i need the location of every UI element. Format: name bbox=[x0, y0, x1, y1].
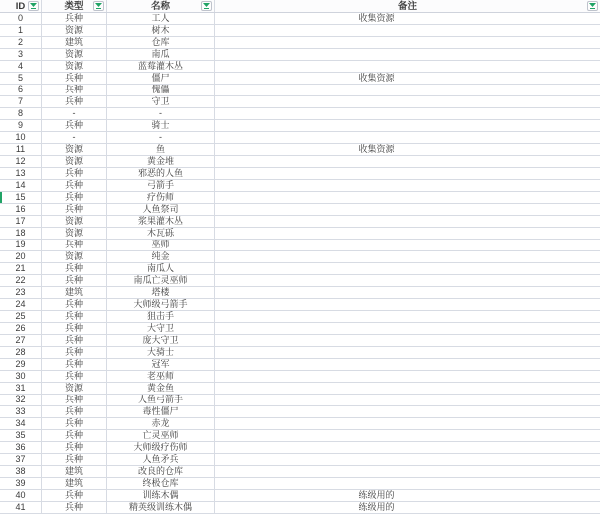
table-row bbox=[0, 25, 600, 37]
cell-remark[interactable] bbox=[215, 168, 600, 179]
table-row bbox=[0, 299, 600, 311]
filter-button-id[interactable] bbox=[28, 1, 39, 11]
cell-remark[interactable] bbox=[215, 85, 600, 96]
cell-id[interactable]: 33 bbox=[0, 406, 42, 417]
cell-remark[interactable] bbox=[215, 61, 600, 72]
cell-name[interactable]: 守卫 bbox=[107, 96, 215, 107]
cell-remark[interactable] bbox=[215, 430, 600, 441]
cell-id[interactable]: 2 bbox=[0, 37, 42, 48]
row-selection-mark bbox=[0, 192, 2, 203]
cell-remark[interactable] bbox=[215, 228, 600, 239]
table-row bbox=[0, 466, 600, 478]
cell-name[interactable]: 鱼 bbox=[107, 144, 215, 155]
cell-type[interactable]: 兵种 bbox=[42, 73, 107, 84]
cell-type[interactable]: 资源 bbox=[42, 144, 107, 155]
cell-id[interactable]: 35 bbox=[0, 430, 42, 441]
cell-name[interactable]: 人鱼弓箭手 bbox=[107, 395, 215, 406]
table-row bbox=[0, 192, 600, 204]
cell-name[interactable]: - bbox=[107, 132, 215, 143]
cell-remark[interactable] bbox=[215, 132, 600, 143]
cell-type[interactable]: 资源 bbox=[42, 251, 107, 262]
table-row bbox=[0, 13, 600, 25]
cell-type[interactable]: 兵种 bbox=[42, 454, 107, 465]
cell-id[interactable]: 39 bbox=[0, 478, 42, 489]
table-row bbox=[0, 418, 600, 430]
cell-name[interactable]: 老巫师 bbox=[107, 371, 215, 382]
column-header-type bbox=[42, 0, 107, 12]
cell-id[interactable]: 12 bbox=[0, 156, 42, 167]
cell-id[interactable]: 31 bbox=[0, 383, 42, 394]
cell-id[interactable]: 34 bbox=[0, 418, 42, 429]
cell-id[interactable]: 26 bbox=[0, 323, 42, 334]
cell-remark[interactable] bbox=[215, 323, 600, 334]
cell-name[interactable]: 塔楼 bbox=[107, 287, 215, 298]
table-row bbox=[0, 406, 600, 418]
cell-name[interactable]: 精英级训练木偶 bbox=[107, 502, 215, 513]
table-row bbox=[0, 156, 600, 168]
cell-type[interactable]: - bbox=[42, 132, 107, 143]
cell-remark[interactable] bbox=[215, 383, 600, 394]
table-row bbox=[0, 49, 600, 61]
cell-type[interactable]: 兵种 bbox=[42, 335, 107, 346]
cell-name[interactable]: 亡灵巫师 bbox=[107, 430, 215, 441]
table-row bbox=[0, 323, 600, 335]
cell-type[interactable]: 兵种 bbox=[42, 395, 107, 406]
cell-remark[interactable] bbox=[215, 263, 600, 274]
cell-id[interactable]: 14 bbox=[0, 180, 42, 191]
cell-type[interactable]: 资源 bbox=[42, 25, 107, 36]
cell-name[interactable]: 南瓜人 bbox=[107, 263, 215, 274]
cell-remark[interactable] bbox=[215, 418, 600, 429]
table-row bbox=[0, 228, 600, 240]
cell-name[interactable]: 毒性僵尸 bbox=[107, 406, 215, 417]
cell-remark[interactable] bbox=[215, 251, 600, 262]
table-row bbox=[0, 168, 600, 180]
cell-name[interactable]: 黄金堆 bbox=[107, 156, 215, 167]
cell-name[interactable]: 僵尸 bbox=[107, 73, 215, 84]
cell-remark[interactable] bbox=[215, 335, 600, 346]
cell-remark[interactable] bbox=[215, 454, 600, 465]
cell-remark[interactable] bbox=[215, 120, 600, 131]
cell-name[interactable]: 赤龙 bbox=[107, 418, 215, 429]
cell-id[interactable]: 11 bbox=[0, 144, 42, 155]
cell-id[interactable]: 3 bbox=[0, 49, 42, 60]
cell-type[interactable]: 兵种 bbox=[42, 192, 107, 203]
table-row bbox=[0, 96, 600, 108]
cell-type[interactable]: 建筑 bbox=[42, 37, 107, 48]
cell-type[interactable]: 建筑 bbox=[42, 466, 107, 477]
cell-id[interactable]: 15 bbox=[0, 192, 42, 203]
cell-id[interactable]: 37 bbox=[0, 454, 42, 465]
cell-type[interactable]: 建筑 bbox=[42, 287, 107, 298]
cell-type[interactable]: - bbox=[42, 108, 107, 119]
table-row bbox=[0, 240, 600, 252]
cell-type[interactable]: 资源 bbox=[42, 228, 107, 239]
cell-remark[interactable] bbox=[215, 204, 600, 215]
cell-id[interactable]: 20 bbox=[0, 251, 42, 262]
cell-id[interactable]: 30 bbox=[0, 371, 42, 382]
cell-type[interactable]: 兵种 bbox=[42, 204, 107, 215]
table-row bbox=[0, 478, 600, 490]
table-row bbox=[0, 454, 600, 466]
cell-remark[interactable] bbox=[215, 216, 600, 227]
cell-id[interactable]: 38 bbox=[0, 466, 42, 477]
cell-remark[interactable] bbox=[215, 108, 600, 119]
cell-name[interactable]: 狙击手 bbox=[107, 311, 215, 322]
cell-remark[interactable] bbox=[215, 37, 600, 48]
cell-type[interactable]: 资源 bbox=[42, 156, 107, 167]
cell-type[interactable]: 兵种 bbox=[42, 430, 107, 441]
cell-id[interactable]: 36 bbox=[0, 442, 42, 453]
filter-button-name[interactable] bbox=[201, 1, 212, 11]
cell-id[interactable]: 27 bbox=[0, 335, 42, 346]
filter-dropdown-icon bbox=[203, 3, 210, 9]
cell-id[interactable]: 9 bbox=[0, 120, 42, 131]
cell-name[interactable]: 大师级弓箭手 bbox=[107, 299, 215, 310]
cell-id[interactable]: 29 bbox=[0, 359, 42, 370]
cell-name[interactable]: 终极仓库 bbox=[107, 478, 215, 489]
cell-name[interactable]: 树木 bbox=[107, 25, 215, 36]
cell-remark[interactable] bbox=[215, 395, 600, 406]
table-row bbox=[0, 287, 600, 299]
cell-type[interactable]: 兵种 bbox=[42, 240, 107, 251]
column-header-remark bbox=[215, 0, 600, 12]
cell-remark[interactable] bbox=[215, 156, 600, 167]
column-header-name-label: 名称 bbox=[150, 0, 170, 12]
cell-id[interactable]: 18 bbox=[0, 228, 42, 239]
cell-id[interactable]: 28 bbox=[0, 347, 42, 358]
cell-type[interactable]: 兵种 bbox=[42, 180, 107, 191]
cell-type[interactable]: 兵种 bbox=[42, 263, 107, 274]
cell-name[interactable]: 冠军 bbox=[107, 359, 215, 370]
cell-name[interactable]: 邪恶的人鱼 bbox=[107, 168, 215, 179]
cell-type[interactable]: 资源 bbox=[42, 49, 107, 60]
table-row bbox=[0, 347, 600, 359]
cell-remark[interactable] bbox=[215, 359, 600, 370]
cell-remark[interactable] bbox=[215, 287, 600, 298]
column-header-type-label: 类型 bbox=[64, 0, 84, 12]
cell-type[interactable]: 兵种 bbox=[42, 502, 107, 513]
cell-name[interactable]: 仓库 bbox=[107, 37, 215, 48]
cell-type[interactable]: 兵种 bbox=[42, 85, 107, 96]
cell-name[interactable]: 人鱼祭司 bbox=[107, 204, 215, 215]
cell-name[interactable]: 弓箭手 bbox=[107, 180, 215, 191]
table-row bbox=[0, 335, 600, 347]
cell-name[interactable]: 傀儡 bbox=[107, 85, 215, 96]
cell-id[interactable]: 21 bbox=[0, 263, 42, 274]
cell-id[interactable]: 19 bbox=[0, 240, 42, 251]
table-row bbox=[0, 275, 600, 287]
cell-remark[interactable] bbox=[215, 311, 600, 322]
table-row bbox=[0, 37, 600, 49]
table-row bbox=[0, 108, 600, 120]
cell-type[interactable]: 兵种 bbox=[42, 490, 107, 501]
table-row bbox=[0, 490, 600, 502]
table-row bbox=[0, 430, 600, 442]
cell-type[interactable]: 兵种 bbox=[42, 120, 107, 131]
cell-remark[interactable]: 收集资源 bbox=[358, 144, 395, 155]
cell-type[interactable]: 兵种 bbox=[42, 371, 107, 382]
cell-type[interactable]: 兵种 bbox=[42, 275, 107, 286]
table-row bbox=[0, 359, 600, 371]
column-header-name bbox=[107, 0, 215, 12]
cell-id[interactable]: 8 bbox=[0, 108, 42, 119]
cell-remark[interactable] bbox=[215, 466, 600, 477]
table-row bbox=[0, 85, 600, 97]
cell-id[interactable]: 41 bbox=[0, 502, 42, 513]
cell-id[interactable]: 25 bbox=[0, 311, 42, 322]
filter-dropdown-icon bbox=[95, 3, 102, 9]
cell-type[interactable]: 兵种 bbox=[42, 13, 107, 24]
table-row bbox=[0, 180, 600, 192]
filter-button-remark[interactable] bbox=[587, 1, 598, 11]
cell-remark[interactable] bbox=[215, 49, 600, 60]
table-row bbox=[0, 204, 600, 216]
cell-name[interactable]: 大骑士 bbox=[107, 347, 215, 358]
cell-name[interactable]: 疗伤师 bbox=[107, 192, 215, 203]
table-row bbox=[0, 251, 600, 263]
cell-remark[interactable]: 收集资源 bbox=[358, 13, 395, 23]
filter-dropdown-icon bbox=[30, 3, 37, 9]
cell-name[interactable]: 训练木偶 bbox=[107, 490, 215, 501]
cell-id[interactable]: 0 bbox=[0, 13, 42, 24]
cell-remark[interactable]: 练级用的 bbox=[358, 501, 395, 512]
cell-remark[interactable] bbox=[215, 25, 600, 36]
cell-remark[interactable] bbox=[215, 240, 600, 251]
cell-remark[interactable] bbox=[215, 347, 600, 358]
cell-type[interactable]: 兵种 bbox=[42, 347, 107, 358]
cell-id[interactable]: 4 bbox=[0, 61, 42, 72]
cell-name[interactable]: 工人 bbox=[107, 13, 215, 24]
cell-name[interactable]: 改良的仓库 bbox=[107, 466, 215, 477]
cell-id[interactable]: 5 bbox=[0, 73, 42, 84]
cell-type[interactable]: 兵种 bbox=[42, 323, 107, 334]
table-row bbox=[0, 502, 600, 514]
cell-name[interactable]: 大师级疗伤师 bbox=[107, 442, 215, 453]
cell-name[interactable]: 蓝莓灌木丛 bbox=[107, 61, 215, 72]
cell-name[interactable]: 骑士 bbox=[107, 120, 215, 131]
table-row bbox=[0, 311, 600, 323]
table-header-row bbox=[0, 0, 600, 13]
cell-id[interactable]: 22 bbox=[0, 275, 42, 286]
cell-name[interactable]: - bbox=[107, 108, 215, 119]
cell-id[interactable]: 23 bbox=[0, 287, 42, 298]
table-row bbox=[0, 216, 600, 228]
cell-name[interactable]: 巫师 bbox=[107, 240, 215, 251]
column-header-id-label: ID bbox=[15, 0, 26, 12]
cell-remark[interactable] bbox=[215, 180, 600, 191]
cell-type[interactable]: 兵种 bbox=[42, 168, 107, 179]
cell-name[interactable]: 南瓜 bbox=[107, 49, 215, 60]
cell-id[interactable]: 6 bbox=[0, 85, 42, 96]
cell-id[interactable]: 32 bbox=[0, 395, 42, 406]
cell-id[interactable]: 24 bbox=[0, 299, 42, 310]
cell-id[interactable]: 17 bbox=[0, 216, 42, 227]
column-header-remark-label: 备注 bbox=[397, 0, 417, 12]
table-row bbox=[0, 383, 600, 395]
cell-id[interactable]: 7 bbox=[0, 96, 42, 107]
cell-type[interactable]: 兵种 bbox=[42, 406, 107, 417]
cell-name[interactable]: 南瓜亡灵巫师 bbox=[107, 275, 215, 286]
cell-type[interactable]: 兵种 bbox=[42, 359, 107, 370]
cell-remark[interactable] bbox=[215, 299, 600, 310]
filter-dropdown-icon bbox=[589, 3, 596, 9]
cell-type[interactable]: 兵种 bbox=[42, 299, 107, 310]
table-row bbox=[0, 144, 600, 156]
cell-id[interactable]: 13 bbox=[0, 168, 42, 179]
table-row bbox=[0, 120, 600, 132]
cell-name[interactable]: 纯金 bbox=[107, 251, 215, 262]
cell-remark[interactable] bbox=[215, 192, 600, 203]
cell-remark[interactable] bbox=[215, 478, 600, 489]
cell-name[interactable]: 浆果灌木丛 bbox=[107, 216, 215, 227]
cell-name[interactable]: 木瓦砾 bbox=[107, 228, 215, 239]
column-header-id bbox=[0, 0, 42, 12]
cell-remark[interactable] bbox=[215, 96, 600, 107]
cell-type[interactable]: 资源 bbox=[42, 61, 107, 72]
cell-type[interactable]: 兵种 bbox=[42, 96, 107, 107]
table-row bbox=[0, 73, 600, 85]
cell-id[interactable]: 16 bbox=[0, 204, 42, 215]
cell-name[interactable]: 庞大守卫 bbox=[107, 335, 215, 346]
cell-remark[interactable]: 收集资源 bbox=[358, 72, 395, 83]
table-row bbox=[0, 442, 600, 454]
filter-button-type[interactable] bbox=[93, 1, 104, 11]
cell-remark[interactable]: 练级用的 bbox=[358, 489, 395, 500]
table-row bbox=[0, 132, 600, 144]
cell-type[interactable]: 兵种 bbox=[42, 311, 107, 322]
cell-id[interactable]: 10 bbox=[0, 132, 42, 143]
cell-name[interactable]: 大守卫 bbox=[107, 323, 215, 334]
cell-name[interactable]: 人鱼矛兵 bbox=[107, 454, 215, 465]
cell-type[interactable]: 兵种 bbox=[42, 418, 107, 429]
table-row bbox=[0, 395, 600, 407]
cell-type[interactable]: 资源 bbox=[42, 383, 107, 394]
cell-remark[interactable] bbox=[215, 371, 600, 382]
cell-id[interactable]: 1 bbox=[0, 25, 42, 36]
cell-name[interactable]: 黄金鱼 bbox=[107, 383, 215, 394]
table-row bbox=[0, 61, 600, 73]
table-row bbox=[0, 371, 600, 383]
cell-type[interactable]: 建筑 bbox=[42, 478, 107, 489]
cell-type[interactable]: 资源 bbox=[42, 216, 107, 227]
cell-remark[interactable] bbox=[215, 442, 600, 453]
cell-type[interactable]: 兵种 bbox=[42, 442, 107, 453]
table-body bbox=[0, 13, 600, 514]
table-row bbox=[0, 263, 600, 275]
cell-id[interactable]: 40 bbox=[0, 490, 42, 501]
cell-remark[interactable] bbox=[215, 275, 600, 286]
cell-remark[interactable] bbox=[215, 406, 600, 417]
